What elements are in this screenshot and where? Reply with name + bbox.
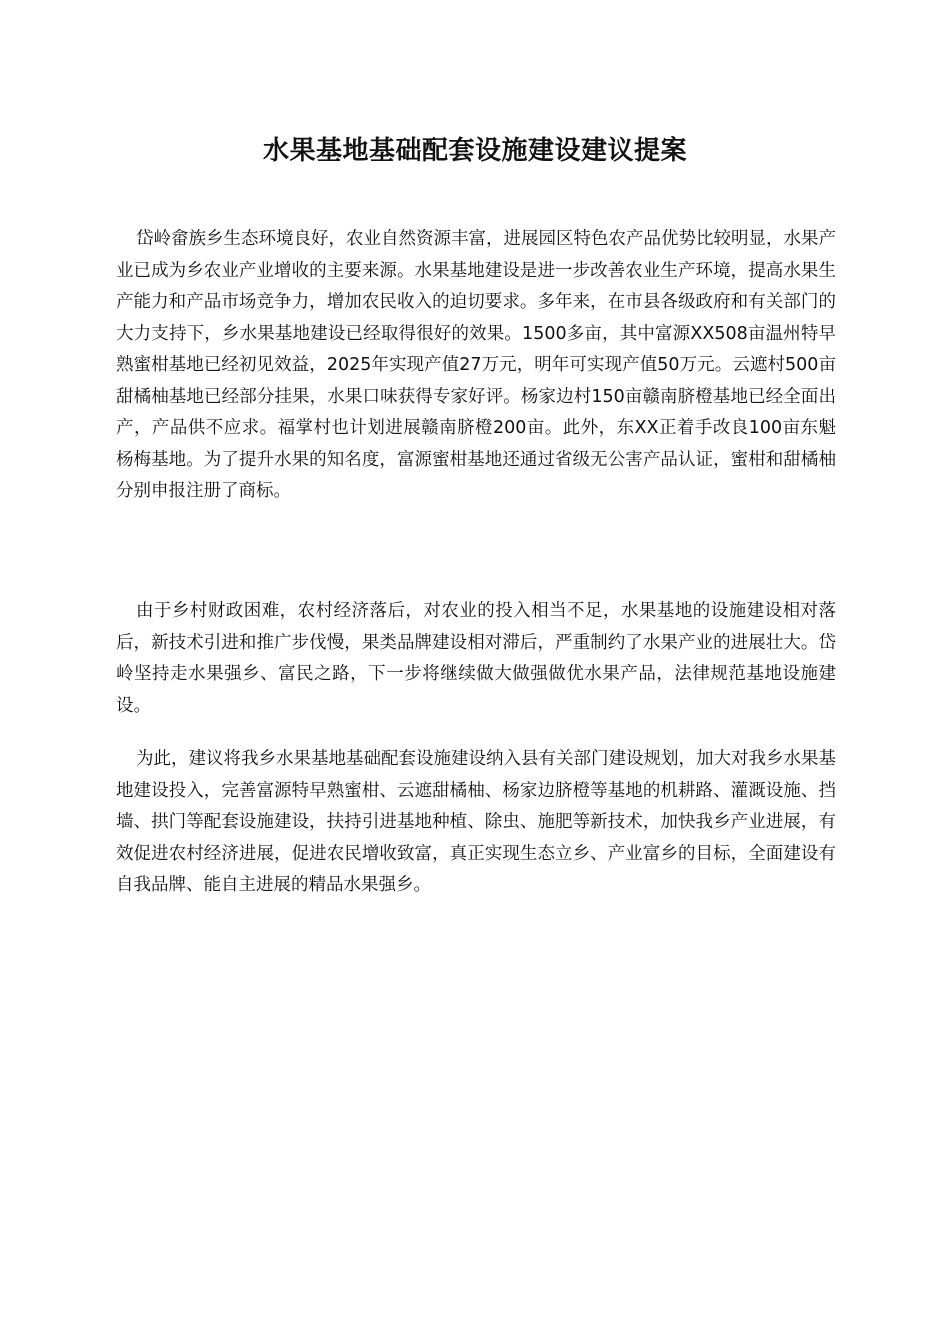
paragraph-1: 岱岭畲族乡生态环境良好，农业自然资源丰富，进展园区特色农产品优势比较明显，水果产业已成为乡农业产业增收的主要来源。水果基地建设是进一步改善农业生产环境，提高水果生产能力和产品市场竞争力，增加农民收入的迫切要求。多年来，在市县各级政府和有关部门的大力支持下，乡水果基地建设已经取得很好的效果。1500多亩，其中富源XX508亩温州特早熟蜜柑基地已经初见效益，2025年实现产值27万元，明年可实现产值50万元。云遮村500亩甜橘柚基地已经部分挂果，水果口味获得专家好评。杨家边村150亩赣南脐橙基地已经全面出产，产品供不应求。福掌村也计划进展赣南脐橙200亩。此外，东XX正着手改良100亩东魁杨梅基地。为了提升水果的知名度，富源蜜柑基地还通过省级无公害产品认证，蜜柑和甜橘柚分别申报注册了商标。 <box>116 229 836 501</box>
page-title: 水果基地基础配套设施建设建议提案 <box>262 136 687 166</box>
paragraph-2: 由于乡村财政困难，农村经济落后，对农业的投入相当不足，水果基地的设施建设相对落后，新技术引进和推广步伐慢，果类品牌建设相对滞后，严重制约了水果产业的进展壮大。岱岭坚持走水果强乡、富民之路，下一步将继续做大做强做优水果产品，法律规范基地设施建设。 <box>116 601 836 716</box>
paragraph-3: 为此，建议将我乡水果基地基础配套设施建设纳入县有关部门建设规划，加大对我乡水果基地建设投入，完善富源特早熟蜜柑、云遮甜橘柚、杨家边脐橙等基地的机耕路、灌溉设施、挡墙、拱门等配套设施建设，扶持引进基地种植、除虫、施肥等新技术，加快我乡产业进展，有效促进农村经济进展，促进农民增收致富，真正实现生态立乡、产业富乡的目标，全面建设有自我品牌、能自主进展的精品水果强乡。 <box>116 749 836 895</box>
